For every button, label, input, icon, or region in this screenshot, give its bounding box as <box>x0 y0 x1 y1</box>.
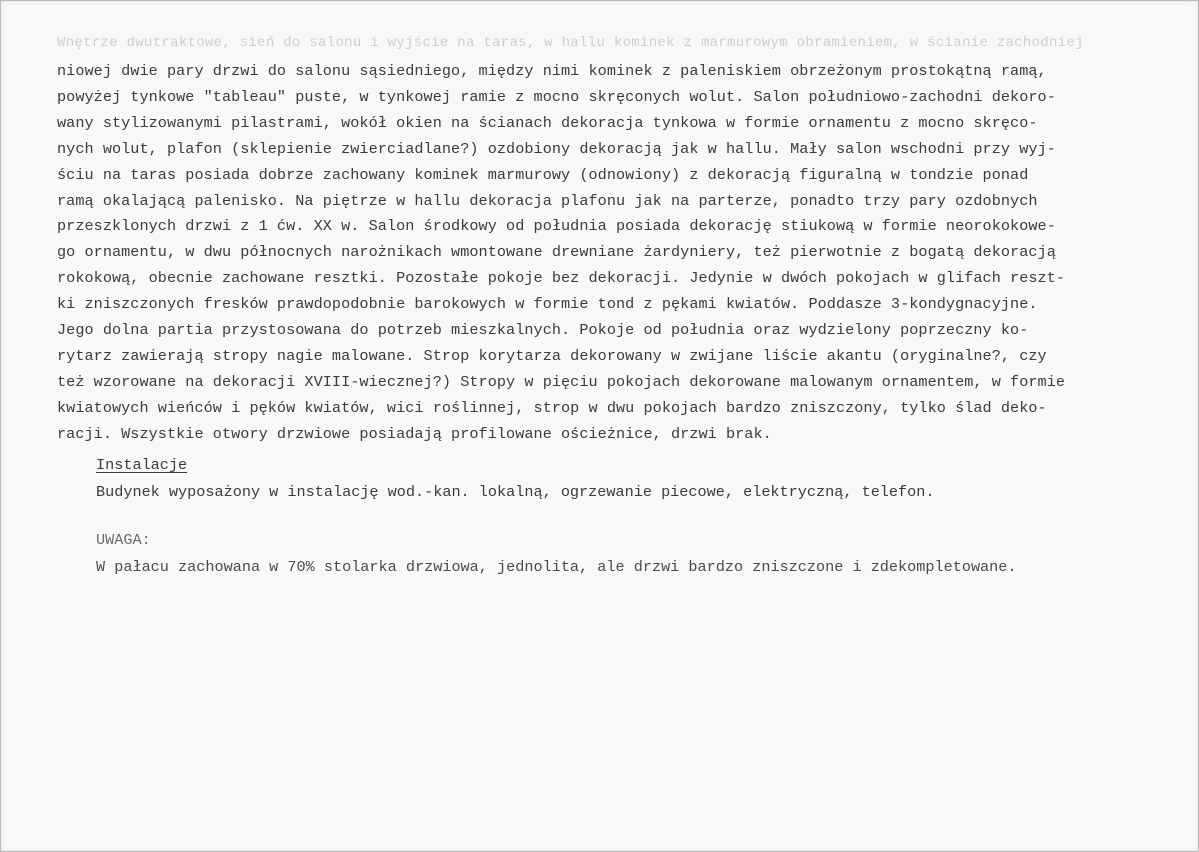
text-line: kwiatowych wieńców i pęków kwiatów, wici roślinnej, strop w dwu pokojach bardzo zniszczony, tylko ślad deko- <box>57 398 1047 417</box>
text-line: powyżej tynkowe "tableau" puste, w tynkowej ramie z mocno skręconych wolut. Salon południowo-zachodni dekoro- <box>57 87 1056 106</box>
text-line: Jego dolna partia przystosowana do potrzeb mieszkalnych. Pokoje od południa oraz wydzielony poprzeczny ko- <box>57 321 1029 340</box>
text-line: ki zniszczonych fresków prawdopodobnie barokowych w formie tond z pękami kwiatów. Poddasze 3-kondygnacyjne. <box>57 295 1038 314</box>
text-line: niowej dwie pary drzwi do salonu sąsiedniego, między nimi kominek z paleniskiem obrzeżonym prostokątną ramą, <box>57 62 1047 80</box>
text-line: racji. Wszystkie otwory drzwiowe posiadają profilowane ościeżnice, drzwi brak. <box>57 424 772 443</box>
main-description <box>57 59 1167 448</box>
text-line: rytarz zawierają stropy nagie malowane. Strop korytarza dekorowany w zwijane liście akantu (oryginalne?, czy <box>57 346 1047 365</box>
text-line: rokokową, obecnie zachowane resztki. Pozostałe pokoje bez dekoracji. Jedynie w dwóch pokojach w glifach reszt- <box>57 269 1066 288</box>
text-line: ściu na taras posiada dobrze zachowany kominek marmurowy (odnowiony) z dekoracją figuralną w tondzie ponad <box>57 165 1029 184</box>
text-line: też wzorowane na dekoracji XVIII-wiecznej?) Stropy w pięciu pokojach dekorowane malowanym ornamentem, w formie <box>57 372 1066 391</box>
installation-text: Budynek wyposażony w instalację wod.-kan. lokalną, ogrzewanie piecowe, elektryczną, telefon. <box>96 483 935 501</box>
cropped-top-line: Wnętrze dwutraktowe, sień do salonu i wyjście na taras, w hallu kominek z marmurowym obramieniem, w ścianie zachodniej <box>57 35 1084 51</box>
note-text: W pałacu zachowana w 70% stolarka drzwiowa, jednolita, ale drzwi bardzo zniszczone i zdekompletowane. <box>96 558 1017 576</box>
text-line: przeszklonych drzwi z 1 ćw. XX w. Salon środkowy od południa posiada dekorację stiukową w formie neorokokowe- <box>57 217 1056 236</box>
text-line: go ornamentu, w dwu północnych narożnikach wmontowane drewniane żardyniery, też pierwotnie z bogatą dekoracją <box>57 243 1056 262</box>
text-line: ramą okalającą palenisko. Na piętrze w hallu dekoracja plafonu jak na parterze, ponadto trzy pary ozdobnych <box>57 191 1038 210</box>
text-line: nych wolut, plafon (sklepienie zwierciadlane?) ozdobiony dekoracją jak w hallu. Mały salon wschodni przy wyj- <box>57 139 1056 158</box>
text-line: wany stylizowanymi pilastrami, wokół okien na ścianach dekoracja tynkowa w formie ornamentu z mocno skręco- <box>57 113 1038 132</box>
note-heading: UWAGA: <box>96 531 151 549</box>
installation-heading: Instalacje <box>96 456 188 474</box>
